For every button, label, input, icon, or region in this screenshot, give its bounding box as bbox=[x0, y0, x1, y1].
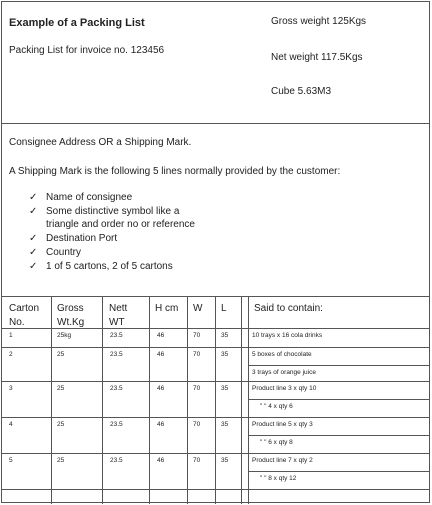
table-cell: 46 bbox=[157, 385, 165, 392]
header-gross-wt: Wt.Kg bbox=[57, 317, 85, 328]
table-cell: " " 4 x qty 6 bbox=[260, 403, 293, 410]
table-cell: 3 trays of orange juice bbox=[252, 369, 316, 376]
document-title: Example of a Packing List bbox=[9, 17, 145, 29]
table-cell: 25 bbox=[57, 351, 65, 358]
list-item: Destination Port bbox=[46, 233, 118, 244]
list-item: 1 of 5 cartons, 2 of 5 cartons bbox=[46, 261, 173, 272]
header-length: L bbox=[221, 303, 227, 314]
table-cell: 23.5 bbox=[110, 385, 123, 392]
table-cell: 46 bbox=[157, 351, 165, 358]
gross-weight: Gross weight 125Kgs bbox=[271, 16, 367, 27]
net-weight: Net weight 117.5Kgs bbox=[271, 52, 363, 63]
table-cell: 25 bbox=[57, 385, 65, 392]
table-cell: 23.5 bbox=[110, 457, 123, 464]
table-cell: 35 bbox=[221, 351, 229, 358]
header-gross: Gross bbox=[57, 303, 84, 314]
cube-volume: Cube 5.63M3 bbox=[271, 86, 332, 97]
invoice-line: Packing List for invoice no. 123456 bbox=[9, 45, 165, 56]
shipping-mark-intro: A Shipping Mark is the following 5 lines normally provided by the customer: bbox=[9, 166, 341, 177]
table-cell: 35 bbox=[221, 332, 229, 339]
table-cell: 70 bbox=[193, 457, 201, 464]
header-width: W bbox=[193, 303, 203, 314]
check-icon: ✓ bbox=[29, 247, 38, 258]
table-cell: 46 bbox=[157, 457, 165, 464]
table-cell: Product line 7 x qty 2 bbox=[252, 457, 313, 464]
check-icon: ✓ bbox=[29, 206, 38, 217]
check-icon: ✓ bbox=[29, 192, 38, 203]
table-cell: " " 8 x qty 12 bbox=[260, 475, 297, 482]
header-nett-wt: WT bbox=[109, 317, 125, 328]
packing-list-document bbox=[1, 1, 430, 503]
table-cell: 35 bbox=[221, 457, 229, 464]
table-cell: 4 bbox=[9, 421, 13, 428]
table-cell: 70 bbox=[193, 332, 201, 339]
table-cell: 35 bbox=[221, 385, 229, 392]
table-cell: Product line 3 x qty 10 bbox=[252, 385, 317, 392]
list-item: triangle and order no or reference bbox=[46, 219, 195, 230]
table-cell: Product line 5 x qty 3 bbox=[252, 421, 313, 428]
list-item: Country bbox=[46, 247, 82, 258]
table-cell: " " 6 x qty 8 bbox=[260, 439, 293, 446]
header-carton-no: No. bbox=[9, 317, 25, 328]
table-cell: 25 bbox=[57, 421, 65, 428]
table-cell: 23.5 bbox=[110, 332, 123, 339]
table-cell: 46 bbox=[157, 332, 165, 339]
table-cell: 1 bbox=[9, 332, 13, 339]
table-cell: 5 bbox=[9, 457, 13, 464]
header-section bbox=[2, 2, 429, 124]
table-cell: 23.5 bbox=[110, 421, 123, 428]
table-cell: 70 bbox=[193, 421, 201, 428]
table-cell: 3 bbox=[9, 385, 13, 392]
table-cell: 70 bbox=[193, 385, 201, 392]
table-cell: 25 bbox=[57, 457, 65, 464]
table-cell: 25kg bbox=[57, 332, 72, 339]
check-icon: ✓ bbox=[29, 233, 38, 244]
table-cell: 23.5 bbox=[110, 351, 123, 358]
list-item: Name of consignee bbox=[46, 192, 133, 203]
table-cell: 70 bbox=[193, 351, 201, 358]
contents-table bbox=[2, 296, 429, 503]
check-icon: ✓ bbox=[29, 261, 38, 272]
header-carton: Carton bbox=[9, 303, 40, 314]
header-height: H cm bbox=[155, 303, 179, 314]
list-item: Some distinctive symbol like a bbox=[46, 206, 180, 217]
table-cell: 5 boxes of chocolate bbox=[252, 351, 312, 358]
consignee-heading: Consignee Address OR a Shipping Mark. bbox=[9, 137, 192, 148]
table-cell: 35 bbox=[221, 421, 229, 428]
table-cell: 10 trays x 16 cola drinks bbox=[252, 332, 323, 339]
header-said-to-contain: Said to contain: bbox=[254, 303, 323, 314]
header-nett: Nett bbox=[109, 303, 128, 314]
table-cell: 46 bbox=[157, 421, 165, 428]
table-cell: 2 bbox=[9, 351, 13, 358]
